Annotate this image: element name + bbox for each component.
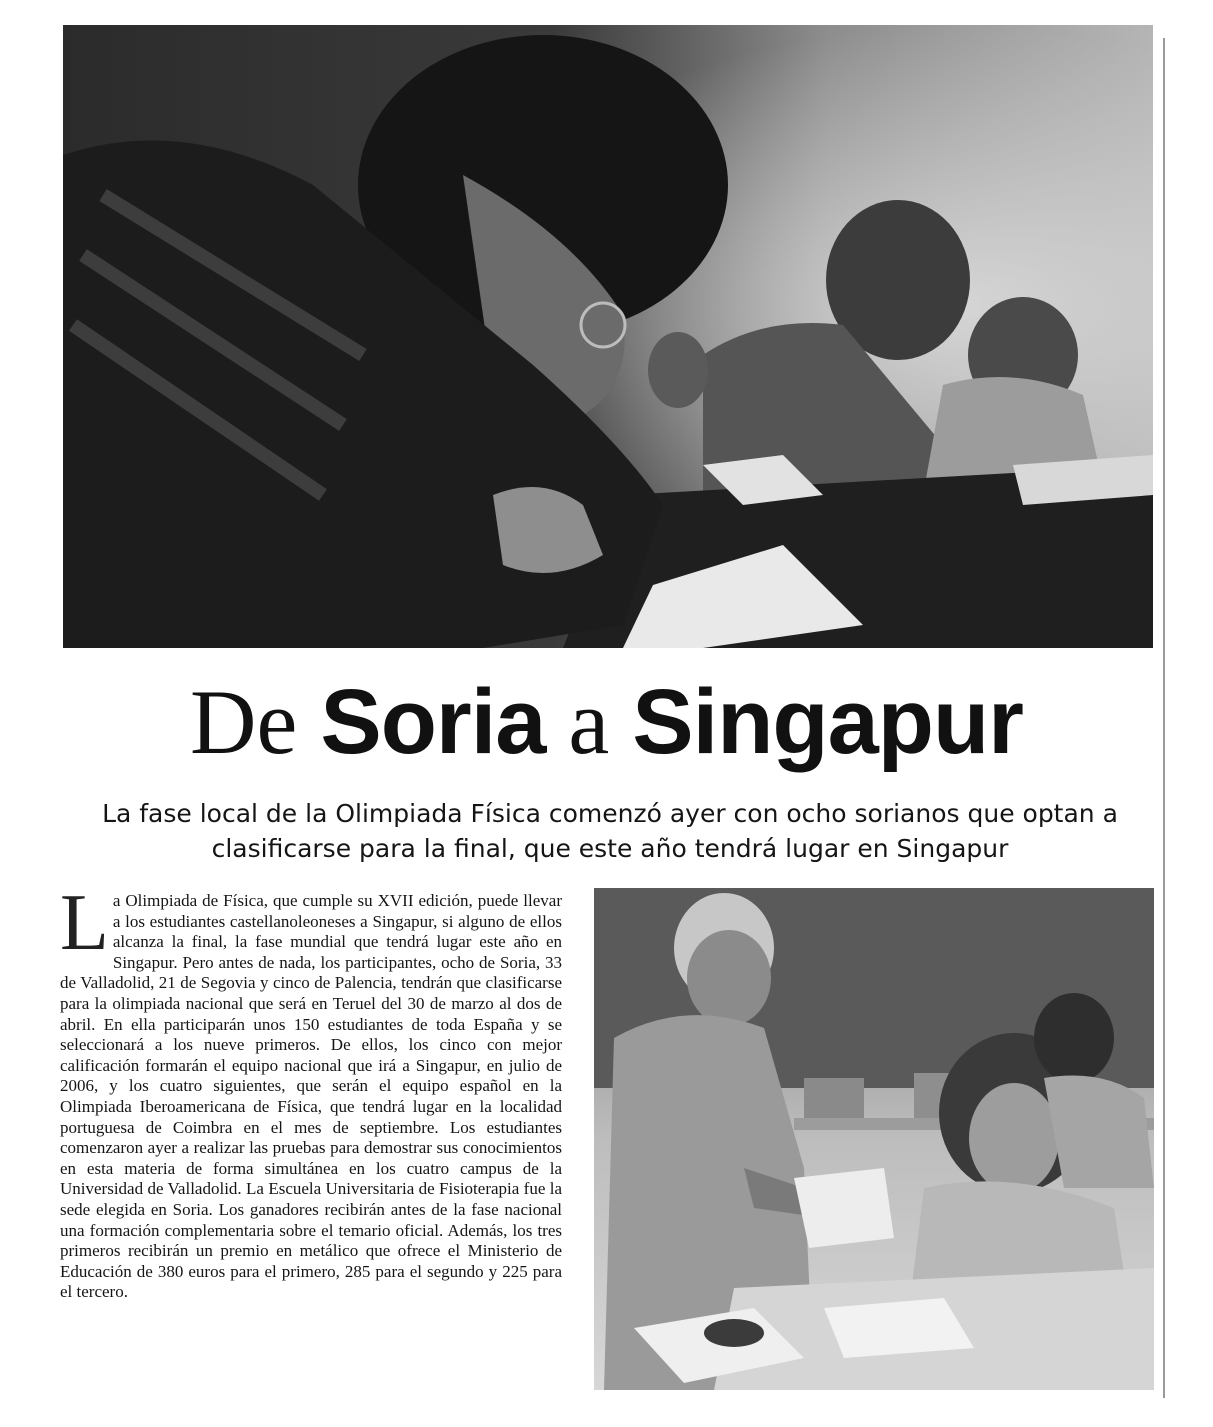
headline-word-de: De [190,671,298,773]
headline-word-a: a [568,671,610,773]
headline [0,666,1213,778]
article-body [60,879,562,1303]
article-text: a Olimpiada de Física, que cumple su XVII edición, puede llevar a los estudiantes castellanoleoneses a Singapur, si alguno de ellos alcanza la final, la fase mundial que tendrá lugar este año en Singapur. Pero antes de nada, los participantes, ocho de Soria, 33 de Valladolid, 21 de Segovia y cinco de Palencia, tendrán que clasificarse para la olimpiada nacional que será en Teruel del 30 de marzo al dos de abril. En ella participarán unos 150 estudiantes de toda España y se seleccionará a los nueve primeros. De ellos, los cinco con mejor calificación formarán el equipo nacional que irá a Singapur, en julio de 2006, y los cuatro siguientes, que serán el equipo español en la Olimpiada Iberoamericana de Física, que tendrá lugar en la localidad portuguesa de Coimbra en el mes de septiembre. Los estudiantes comenzaron ayer a realizar las pruebas para demostrar sus conocimientos en esta materia de forma simultánea en los cuatro campus de la Universidad de Valladolid. La Escuela Universitaria de Fisioterapia fue la sede elegida en Soria. Los ganadores recibirán antes de la fase nacional una formación complementaria sobre el temario oficial. Además, los tres primeros recibirán un premio en metálico que ofrece el Ministerio de Educación de 380 euros para el primero, 285 para el segundo y 225 para el tercero. [60,891,562,1302]
top-photo-students-exam [63,25,1153,648]
top-photo-illustration [63,25,1153,648]
subheadline: La fase local de la Olimpiada Física comenzó ayer con ocho sorianos que optan a clasificarse para la final, que este año tendrá lugar en Singapur [102,799,1118,863]
bottom-photo-illustration [594,888,1154,1390]
headline-word-singapur: Singapur [632,671,1023,773]
drop-cap: L [60,879,109,967]
bottom-photo-teacher-students [594,888,1154,1390]
headline-word-soria: Soria [320,671,546,773]
